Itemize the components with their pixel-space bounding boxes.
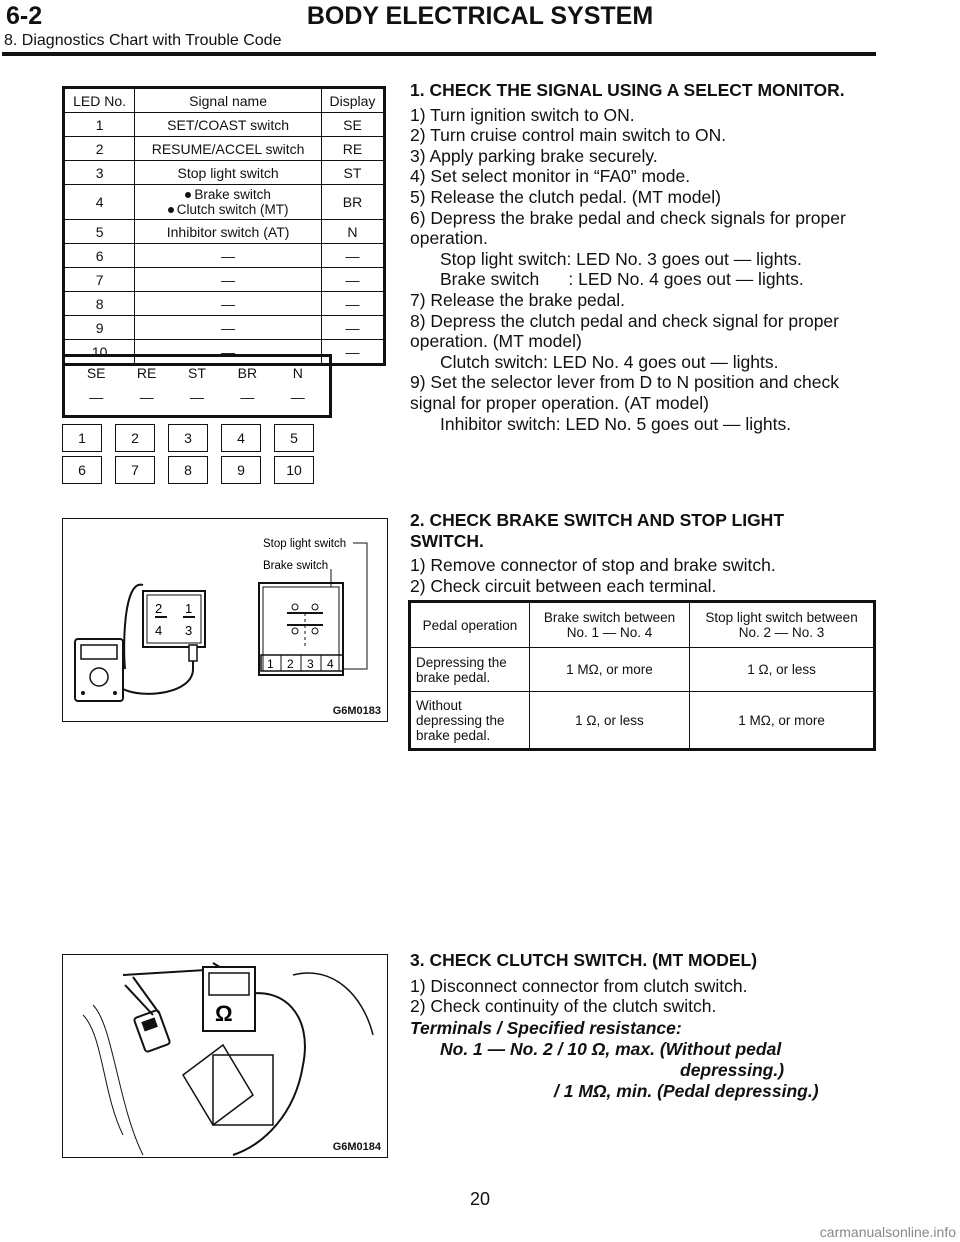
table-row: [64, 113, 385, 137]
table-header: LED No.: [64, 88, 135, 113]
table-cell: —: [321, 244, 384, 268]
table-header: [690, 602, 875, 648]
step-line: 6) Depress the brake pedal and check signals for proper: [410, 207, 846, 228]
bullet-icon: [168, 207, 174, 213]
table-cell: 8: [64, 292, 135, 316]
table-cell: 10: [64, 340, 135, 365]
table-cell: 1 MΩ, or more: [529, 648, 689, 692]
table-row: [64, 244, 385, 268]
pin-label: 3: [185, 623, 193, 638]
table-row: [64, 220, 385, 244]
table-cell: —: [321, 292, 384, 316]
step-line: 3) Apply parking brake securely.: [410, 145, 658, 166]
step-line: 2) Turn cruise control main switch to ON.: [410, 125, 727, 146]
table-cell: SE: [321, 113, 384, 137]
step-2: [410, 510, 880, 596]
watermark: carmanualsonline.info: [819, 1224, 956, 1240]
cell-line: depressing the: [416, 712, 505, 728]
table-header: Display: [321, 88, 384, 113]
header-line: No. 2 — No. 3: [738, 625, 825, 640]
figure-brake-switch: [62, 518, 388, 722]
table-row: [410, 648, 875, 692]
table-cell: [410, 648, 530, 692]
table-cell: 1: [64, 113, 135, 137]
page-subtitle: 8. Diagnostics Chart with Trouble Code: [4, 32, 282, 49]
table-header: [529, 602, 689, 648]
pin-label: 4: [155, 623, 163, 638]
monitor-label: RE: [136, 365, 157, 381]
table-cell: 3: [64, 161, 135, 185]
spec-line: / 1 MΩ, min. (Pedal depressing.): [554, 1081, 819, 1101]
resistance-table: [408, 600, 876, 751]
table-cell: —: [135, 244, 322, 268]
table-cell: BR: [321, 185, 384, 220]
table-cell: 1 MΩ, or more: [690, 692, 875, 750]
spec-line: No. 1 — No. 2 / 10 Ω, max. (Without pedal: [440, 1039, 782, 1059]
table-header: Signal name: [135, 88, 322, 113]
list-item-text: Brake switch: [194, 187, 271, 202]
led-box: 7: [115, 456, 155, 484]
led-signal-table: [62, 86, 386, 366]
led-box-row-1: [62, 424, 314, 452]
led-box: 10: [274, 456, 314, 484]
page-title: BODY ELECTRICAL SYSTEM: [306, 2, 654, 30]
table-cell: 1 Ω, or less: [529, 692, 689, 750]
step-note: Clutch switch: LED No. 4 goes out — lights.: [440, 351, 779, 372]
list-item-text: Clutch switch (MT): [176, 202, 289, 217]
step-line: operation.: [410, 228, 488, 249]
table-cell: 2: [64, 137, 135, 161]
table-cell: N: [321, 220, 384, 244]
spec-line: Terminals / Specified resistance:: [410, 1018, 682, 1038]
monitor-dash: —: [290, 389, 305, 405]
table-cell: [410, 692, 530, 750]
monitor-label: N: [292, 365, 303, 381]
table-header-row: [64, 88, 385, 113]
table-cell: —: [321, 268, 384, 292]
table-row: [410, 692, 875, 750]
terminal-label: 2: [287, 657, 294, 671]
table-cell: [135, 185, 322, 220]
led-box: 9: [221, 456, 261, 484]
led-box-row-2: [62, 456, 314, 484]
table-cell: 9: [64, 316, 135, 340]
cell-line: Depressing the: [416, 654, 507, 670]
table-cell: 1 Ω, or less: [690, 648, 875, 692]
pin-label: 2: [155, 601, 163, 616]
ohm-icon: Ω: [215, 1001, 233, 1026]
step-line: 9) Set the selector lever from D to N position and check: [410, 372, 839, 393]
table-cell: —: [321, 340, 384, 365]
table-cell: —: [321, 316, 384, 340]
page-number: 20: [469, 1189, 491, 1209]
list-item: [138, 202, 318, 217]
pin-label: 1: [185, 601, 193, 616]
table-header-row: [410, 602, 875, 648]
table-cell: RESUME/ACCEL switch: [135, 137, 322, 161]
step-line: 2) Check circuit between each terminal.: [410, 575, 717, 596]
clutch-switch-diagram: [63, 955, 387, 1157]
header-line: No. 1 — No. 4: [566, 625, 653, 640]
table-header: Pedal operation: [410, 602, 530, 648]
terminal-label: 3: [307, 657, 314, 671]
table-cell: SET/COAST switch: [135, 113, 322, 137]
step-line: operation. (MT model): [410, 331, 582, 352]
step-note: Stop light switch: LED No. 3 goes out — lights.: [440, 248, 802, 269]
section-number: 6-2: [6, 2, 43, 30]
figure-code: G6M0184: [332, 1141, 381, 1153]
led-box: 6: [62, 456, 102, 484]
stop-light-switch-label: Stop light switch: [263, 538, 347, 550]
figure-code: G6M0183: [332, 705, 381, 717]
cell-line: Without: [416, 697, 462, 713]
table-cell: 6: [64, 244, 135, 268]
monitor-label: SE: [86, 365, 106, 381]
table-row: [64, 137, 385, 161]
monitor-label: BR: [237, 365, 258, 381]
step-line: 7) Release the brake pedal.: [410, 289, 625, 310]
monitor-dash: —: [139, 389, 154, 405]
step-3: [410, 950, 880, 1017]
specification: [410, 1018, 880, 1102]
table-cell: —: [135, 268, 322, 292]
table-row: [64, 161, 385, 185]
led-box: 3: [168, 424, 208, 452]
table-cell: RE: [321, 137, 384, 161]
led-box: 1: [62, 424, 102, 452]
monitor-dash: —: [189, 389, 204, 405]
step-line: 1) Remove connector of stop and brake switch.: [410, 555, 776, 576]
monitor-dash: —: [89, 389, 104, 405]
header-divider: [2, 52, 876, 56]
table-cell: 4: [64, 185, 135, 220]
step-line: 8) Depress the clutch pedal and check signal for proper: [410, 310, 839, 331]
table-cell: —: [135, 292, 322, 316]
step-heading: SWITCH.: [410, 530, 484, 551]
terminal-label: 4: [327, 657, 334, 671]
step-note: Brake switch : LED No. 4 goes out — lights.: [440, 269, 804, 290]
brake-switch-diagram: [63, 519, 387, 721]
table-cell: Stop light switch: [135, 161, 322, 185]
monitor-dashes: [65, 389, 329, 405]
terminal-label: 1: [267, 657, 274, 671]
table-cell: —: [135, 340, 322, 365]
step-line: signal for proper operation. (AT model): [410, 392, 709, 413]
cell-line: brake pedal.: [416, 669, 491, 685]
led-box: 4: [221, 424, 261, 452]
table-cell: Inhibitor switch (AT): [135, 220, 322, 244]
list-item: [138, 187, 318, 202]
table-cell: 5: [64, 220, 135, 244]
step-line: 2) Check continuity of the clutch switch.: [410, 996, 717, 1017]
table-row: [64, 292, 385, 316]
step-line: 1) Turn ignition switch to ON.: [410, 104, 635, 125]
table-row: [64, 185, 385, 220]
brake-switch-label: Brake switch: [263, 560, 329, 572]
led-box: 8: [168, 456, 208, 484]
figure-clutch-switch: [62, 954, 388, 1158]
table-row: [64, 316, 385, 340]
header-line: Stop light switch between: [705, 610, 858, 625]
monitor-labels: [65, 365, 329, 381]
led-box: 5: [274, 424, 314, 452]
step-heading: 1. CHECK THE SIGNAL USING A SELECT MONITOR.: [410, 80, 845, 100]
header-line: Brake switch between: [543, 610, 676, 625]
monitor-dash: —: [240, 389, 255, 405]
monitor-display: [62, 354, 332, 418]
led-box: 2: [115, 424, 155, 452]
step-heading: 2. CHECK BRAKE SWITCH AND STOP LIGHT: [410, 510, 785, 530]
cell-line: brake pedal.: [416, 727, 491, 743]
step-line: 1) Disconnect connector from clutch switch.: [410, 975, 748, 996]
step-note: Inhibitor switch: LED No. 5 goes out — lights.: [440, 413, 792, 434]
monitor-label: ST: [188, 365, 206, 381]
step-line: 5) Release the clutch pedal. (MT model): [410, 186, 721, 207]
step-1: [410, 80, 880, 434]
spec-line: depressing.): [680, 1060, 785, 1080]
step-heading: 3. CHECK CLUTCH SWITCH. (MT MODEL): [410, 950, 758, 970]
table-cell: ST: [321, 161, 384, 185]
bullet-icon: [185, 192, 191, 198]
table-cell: 7: [64, 268, 135, 292]
table-cell: —: [135, 316, 322, 340]
step-line: 4) Set select monitor in “FA0” mode.: [410, 166, 691, 187]
table-row: [64, 268, 385, 292]
